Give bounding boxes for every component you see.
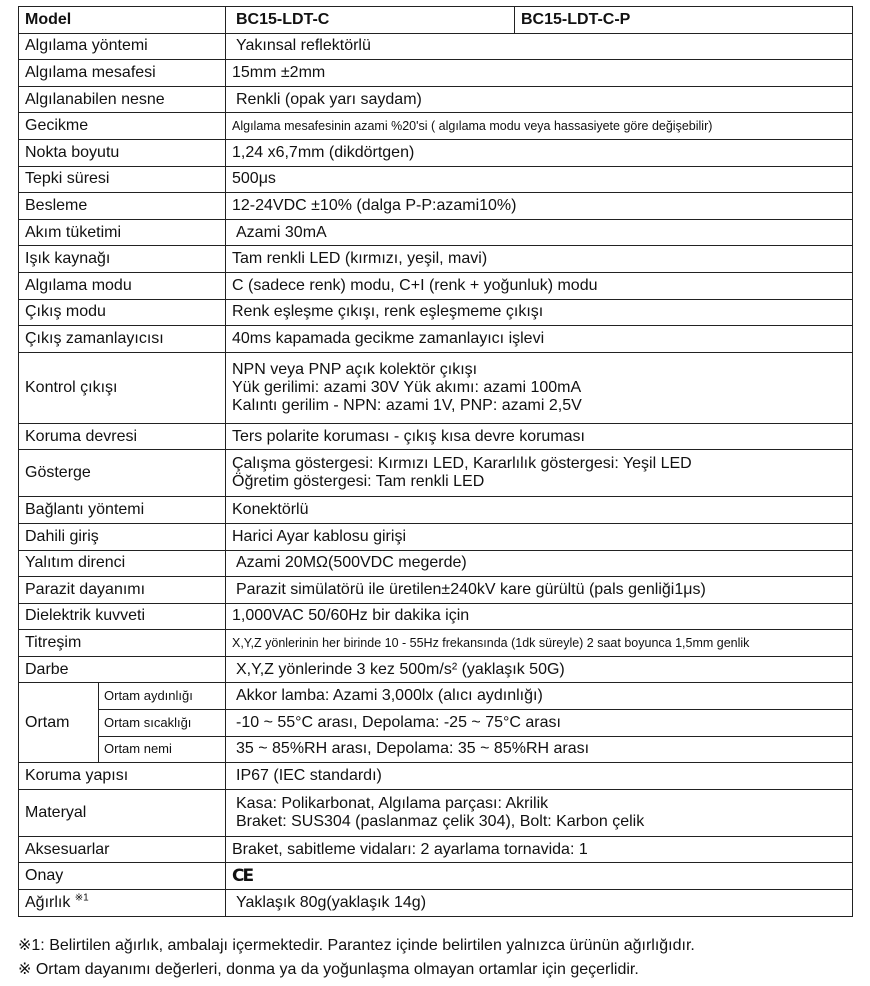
row-label xyxy=(19,890,226,917)
row-value: 40ms kapamada gecikme zamanlayıcı işlevi xyxy=(226,326,853,353)
table-row xyxy=(19,166,853,193)
row-label: Algılanabilen nesne xyxy=(19,86,226,113)
material-line-2: Braket: SUS304 (paslanmaz çelik 304), Bolt: Karbon çelik xyxy=(236,812,645,830)
row-value xyxy=(226,863,853,890)
table-header-row xyxy=(19,7,853,34)
footnote-2: ※ Ortam dayanımı değerleri, donma ya da yoğunlaşma olmayan ortamlar için geçerlidir. xyxy=(18,961,639,978)
table-row xyxy=(19,890,853,917)
table-row xyxy=(19,272,853,299)
row-label: Aksesuarlar xyxy=(19,836,226,863)
row-value: Ters polarite koruması - çıkış kısa devre koruması xyxy=(226,423,853,450)
row-label: Materyal xyxy=(19,789,226,836)
row-value: Azami 30mA xyxy=(226,219,853,246)
row-value: Algılama mesafesinin azami %20'si ( algılama modu veya hassasiyete göre değişebilir) xyxy=(226,113,853,140)
sub-row-label: Ortam nemi xyxy=(99,736,226,763)
sub-row-label: Ortam aydınlığı xyxy=(99,683,226,710)
row-label: Tepki süresi xyxy=(19,166,226,193)
row-value xyxy=(226,352,853,423)
row-value: IP67 (IEC standardı) xyxy=(226,763,853,790)
row-value: C (sadece renk) modu, C+I (renk + yoğunluk) modu xyxy=(226,272,853,299)
table-row xyxy=(19,550,853,577)
table-row xyxy=(19,450,853,497)
row-value xyxy=(226,789,853,836)
table-row xyxy=(19,193,853,220)
table-row xyxy=(19,219,853,246)
row-value: Parazit simülatörü ile üretilen±240kV kare gürültü (pals genliği1μs) xyxy=(226,577,853,604)
table-row xyxy=(19,33,853,60)
row-label: Dahili giriş xyxy=(19,523,226,550)
table-row xyxy=(19,789,853,836)
row-label: Algılama modu xyxy=(19,272,226,299)
row-label: Çıkış modu xyxy=(19,299,226,326)
row-value: Tam renkli LED (kırmızı, yeşil, mavi) xyxy=(226,246,853,273)
row-label: Titreşim xyxy=(19,630,226,657)
row-value: Renkli (opak yarı saydam) xyxy=(226,86,853,113)
row-value: -10 ~ 55°C arası, Depolama: -25 ~ 75°C arası xyxy=(226,710,853,737)
row-value: Harici Ayar kablosu girişi xyxy=(226,523,853,550)
row-label: Akım tüketimi xyxy=(19,219,226,246)
row-label: Çıkış zamanlayıcısı xyxy=(19,326,226,353)
table-row xyxy=(19,523,853,550)
row-label: Parazit dayanımı xyxy=(19,577,226,604)
model-header-bc15-ldt-c-p: BC15-LDT-C-P xyxy=(515,7,853,34)
row-value: Akkor lamba: Azami 3,000lx (alıcı aydınlığı) xyxy=(226,683,853,710)
table-row xyxy=(19,86,853,113)
model-header-bc15-ldt-c: BC15-LDT-C xyxy=(226,7,515,34)
table-row xyxy=(19,763,853,790)
footnote-1: ※1: Belirtilen ağırlık, ambalajı içermektedir. Parantez içinde belirtilen yalnızca ürünün ağırlığıdır. xyxy=(18,937,695,954)
row-label: Koruma yapısı xyxy=(19,763,226,790)
control-output-line-1: NPN veya PNP açık kolektör çıkışı xyxy=(232,360,478,378)
model-header-label: Model xyxy=(19,7,226,34)
table-row xyxy=(19,836,853,863)
row-label: Gösterge xyxy=(19,450,226,497)
ce-mark-icon: CE xyxy=(232,865,253,886)
row-label: Yalıtım direnci xyxy=(19,550,226,577)
row-value: X,Y,Z yönlerinde 3 kez 500m/s² (yaklaşık 50G) xyxy=(226,656,853,683)
table-row xyxy=(19,299,853,326)
table-row xyxy=(19,139,853,166)
table-row xyxy=(19,656,853,683)
row-label: Besleme xyxy=(19,193,226,220)
row-value: Yakınsal reflektörlü xyxy=(226,33,853,60)
row-value: Renk eşleşme çıkışı, renk eşleşmeme çıkışı xyxy=(226,299,853,326)
row-value: 500μs xyxy=(226,166,853,193)
table-row xyxy=(19,113,853,140)
row-label: Koruma devresi xyxy=(19,423,226,450)
row-label: Dielektrik kuvveti xyxy=(19,603,226,630)
row-value: 1,000VAC 50/60Hz bir dakika için xyxy=(226,603,853,630)
sub-row-label: Ortam sıcaklığı xyxy=(99,710,226,737)
table-row xyxy=(19,603,853,630)
row-label: Bağlantı yöntemi xyxy=(19,497,226,524)
row-label: Algılama yöntemi xyxy=(19,33,226,60)
table-row xyxy=(19,863,853,890)
row-value: Azami 20MΩ(500VDC megerde) xyxy=(226,550,853,577)
table-row xyxy=(19,736,853,763)
row-value xyxy=(226,450,853,497)
row-value: Konektörlü xyxy=(226,497,853,524)
control-output-line-3: Kalıntı gerilim - NPN: azami 1V, PNP: azami 2,5V xyxy=(232,396,582,414)
table-row xyxy=(19,326,853,353)
material-line-1: Kasa: Polikarbonat, Algılama parçası: Akrilik xyxy=(236,794,549,812)
table-row xyxy=(19,630,853,657)
row-label: Kontrol çıkışı xyxy=(19,352,226,423)
row-label: Onay xyxy=(19,863,226,890)
table-row xyxy=(19,246,853,273)
row-value: 35 ~ 85%RH arası, Depolama: 35 ~ 85%RH arası xyxy=(226,736,853,763)
weight-note-ref: ※1 xyxy=(74,892,89,904)
row-value: 12-24VDC ±10% (dalga P-P:azami10%) xyxy=(226,193,853,220)
row-value: Yaklaşık 80g(yaklaşık 14g) xyxy=(226,890,853,917)
row-value: 15mm ±2mm xyxy=(226,60,853,87)
row-label: Darbe xyxy=(19,656,226,683)
row-label: Gecikme xyxy=(19,113,226,140)
table-row xyxy=(19,60,853,87)
row-value: X,Y,Z yönlerinin her birinde 10 - 55Hz frekansında (1dk süreyle) 2 saat boyunca 1,5mm genlik xyxy=(226,630,853,657)
indicator-line-2: Öğretim göstergesi: Tam renkli LED xyxy=(232,473,485,491)
row-label: Algılama mesafesi xyxy=(19,60,226,87)
table-row xyxy=(19,577,853,604)
table-row xyxy=(19,423,853,450)
row-label: Nokta boyutu xyxy=(19,139,226,166)
control-output-line-2: Yük gerilimi: azami 30V Yük akımı: azami 100mA xyxy=(232,378,582,396)
row-label: Işık kaynağı xyxy=(19,246,226,273)
footnotes xyxy=(18,934,858,982)
indicator-line-1: Çalışma göstergesi: Kırmızı LED, Kararlılık göstergesi: Yeşil LED xyxy=(232,455,692,473)
row-value: Braket, sabitleme vidaları: 2 ayarlama tornavida: 1 xyxy=(226,836,853,863)
row-value: 1,24 x6,7mm (dikdörtgen) xyxy=(226,139,853,166)
weight-label: Ağırlık xyxy=(25,893,71,911)
table-row xyxy=(19,683,853,710)
table-row xyxy=(19,710,853,737)
environment-label: Ortam xyxy=(19,683,99,763)
table-row xyxy=(19,352,853,423)
specification-table xyxy=(18,6,853,917)
table-row xyxy=(19,497,853,524)
